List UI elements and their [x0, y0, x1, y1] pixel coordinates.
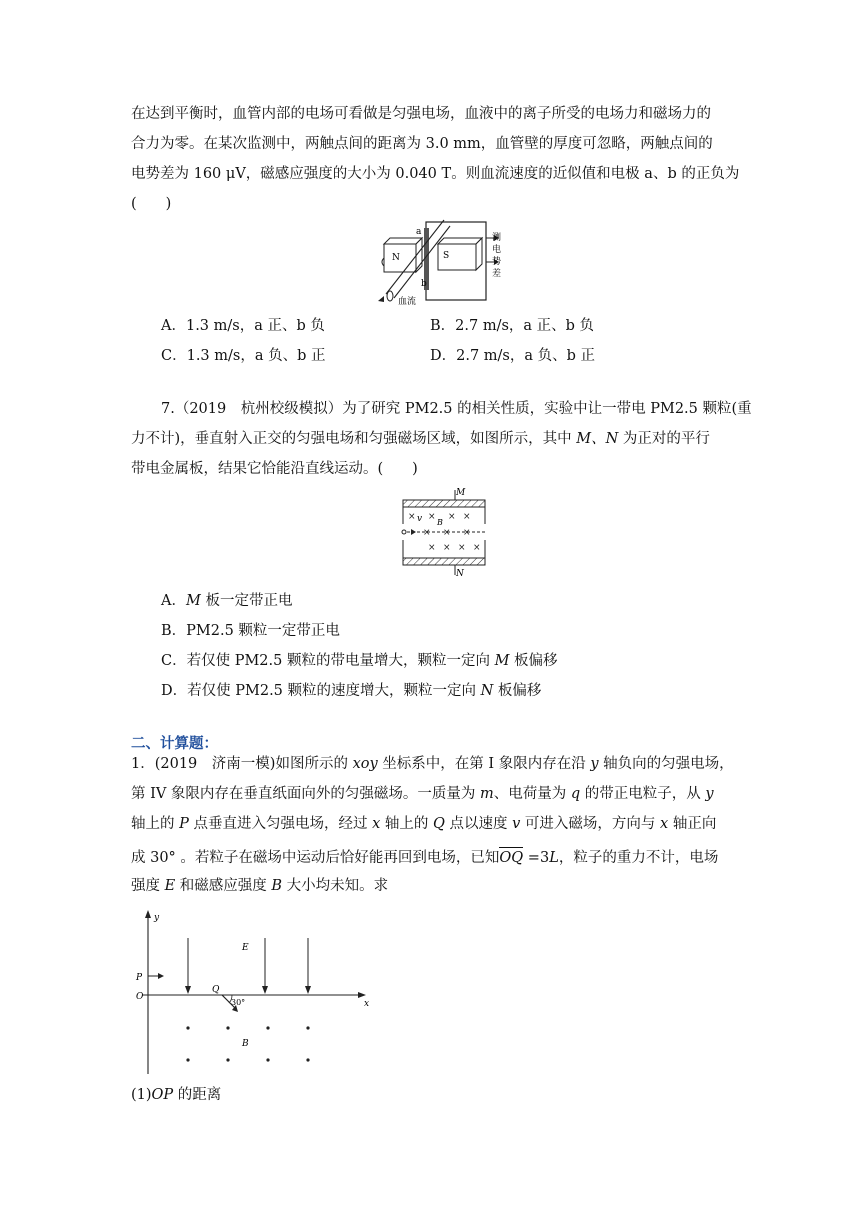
cross-mark: ×: [458, 543, 466, 553]
calc1-subquestion-1: [131, 1085, 221, 1105]
angle-label: 30°: [231, 998, 246, 1007]
calc1-l4-l: L: [549, 850, 559, 866]
calc1-l4-a: 成 30° 。若粒子在磁场中运动后恰好能再回到电场，已知: [131, 850, 500, 866]
point-p-label: P: [136, 973, 143, 983]
pm25-plates-figure: [395, 484, 495, 580]
q7-text-line-1: 7.（2019 杭州校级模拟）为了研究 PM2.5 的相关性质，实验中让一带电 PM2.5 颗粒(重: [161, 401, 752, 417]
measure-label-4: 差: [492, 269, 502, 279]
q6-option-d: D．2.7 m/s，a 负、b 正: [430, 348, 596, 364]
calc1-l3-d: 点以速度: [444, 816, 513, 832]
calc1-sub1-op: OP: [151, 1087, 174, 1103]
calc1-l2-a: 第 IV 象限内存在垂直纸面向外的匀强磁场。一质量为: [131, 786, 481, 802]
q6-option-b: B．2.7 m/s，a 正、b 负: [430, 318, 595, 334]
calc1-l3-v: v: [512, 816, 521, 832]
calc1-l3-f: 轴正向: [668, 816, 717, 832]
calc1-l1-a: 1．(2019 济南一模)如图所示的: [131, 756, 353, 772]
cross-mark: ×: [473, 543, 481, 553]
q7-option-d: [161, 681, 541, 701]
q7-option-a-plate: M: [185, 593, 201, 609]
plate-m-label: M: [456, 488, 466, 498]
calc1-l3-a: 轴上的: [131, 816, 180, 832]
electrode-b-label: b: [421, 279, 427, 289]
calc1-l4-oq: OQ: [499, 846, 523, 868]
calc1-l2-b: 、电荷量为: [493, 786, 571, 802]
q7-text-line-3: 带电金属板，结果它恰能沿直线运动。( ): [131, 461, 418, 477]
origin-o-label: O: [136, 992, 144, 1002]
calc1-line-5: [131, 876, 388, 896]
flowmeter-figure: [378, 218, 508, 308]
blood-flow-label: 血流: [398, 297, 417, 307]
calc1-l2-q: q: [570, 786, 581, 802]
cross-mark: ×: [408, 512, 416, 522]
calc1-l3-b: 点垂直进入匀强电场，经过: [188, 816, 373, 832]
plate-n-label: N: [456, 569, 464, 579]
q6-text-line-3: 电势差为 160 μV，磁感应强度的大小为 0.040 T。则血流速度的近似值和电极 a、b 的正负为: [131, 166, 740, 182]
q7-option-d-prefix: D．若仅使 PM2.5 颗粒的速度增大，颗粒一定向: [161, 683, 481, 699]
measure-label-2: 电: [492, 245, 502, 255]
q6-text-line-4: ( ): [131, 196, 172, 212]
calc1-l5-b: 和磁感应强度: [175, 878, 272, 894]
calc1-l1-b: 坐标系中，在第 I 象限内存在沿: [377, 756, 591, 772]
calc1-l4-b: =3: [523, 850, 550, 866]
coordinate-figure: [128, 908, 378, 1078]
q7-option-c-prefix: C．若仅使 PM2.5 颗粒的带电量增大，颗粒一定向: [161, 653, 495, 669]
q7-plates-mn: M、N: [576, 431, 619, 447]
axis-y-label: y: [154, 913, 160, 923]
calc1-l2-m: m: [480, 786, 494, 802]
calc1-l2-c: 的带正电粒子，从: [580, 786, 706, 802]
q6-option-a: A．1.3 m/s，a 正、b 负: [161, 318, 325, 334]
cross-mark: ×: [463, 528, 471, 538]
calc1-sub1-text: 的距离: [173, 1087, 222, 1103]
q7-option-c-plate: M: [494, 653, 510, 669]
q6-text-line-1: 在达到平衡时，血管内部的电场可看做是匀强电场，血液中的离子所受的电场力和磁场力的: [131, 106, 711, 122]
cross-mark: ×: [448, 512, 456, 522]
field-b-label: B: [242, 1039, 249, 1049]
calc1-l5-c: 大小均未知。求: [282, 878, 389, 894]
measure-label-1: 测: [492, 233, 502, 243]
section-heading: 二、计算题：: [131, 735, 218, 752]
calc1-l3-c: 轴上的: [380, 816, 433, 832]
q7-option-d-text: 板偏移: [493, 683, 542, 699]
calc1-l3-q: Q: [433, 816, 445, 832]
q6-option-c: C．1.3 m/s，a 负、b 正: [161, 348, 326, 364]
cross-mark: ×: [443, 528, 451, 538]
calc1-l3-p: P: [179, 816, 189, 832]
axis-x-label: x: [364, 999, 370, 1009]
calc1-l2-y: y: [705, 786, 714, 802]
cross-mark: ×: [428, 512, 436, 522]
q7-option-a-text: 板一定带正电: [200, 593, 293, 609]
q7-option-c: [161, 651, 558, 671]
cross-mark: ×: [463, 512, 471, 522]
q7-line2-end: 为正对的平行: [618, 431, 710, 447]
calc1-l3-x1: x: [372, 816, 381, 832]
cross-mark: ×: [423, 528, 431, 538]
calc1-l5-e: E: [164, 878, 176, 894]
q7-text-line-2: [131, 429, 710, 449]
q6-text-line-2: 合力为零。在某次监测中，两触点间的距离为 3.0 mm，血管壁的厚度可忽略，两触点间的: [131, 136, 713, 152]
calc1-line-2: [131, 784, 714, 804]
cross-mark: ×: [428, 543, 436, 553]
cross-mark: ×: [443, 543, 451, 553]
calc1-line-3: [131, 814, 716, 834]
point-q-label: Q: [212, 985, 220, 995]
calc1-l4-c: ，粒子的重力不计，电场: [558, 850, 719, 866]
calc1-l3-e: 可进入磁场，方向与: [520, 816, 661, 832]
q7-option-a-prefix: A．: [161, 593, 186, 609]
calc1-l1-c: 轴负向的匀强电场，: [598, 756, 734, 772]
calc1-line-1: [131, 754, 734, 774]
velocity-v-label: v: [417, 514, 423, 524]
calc1-sub1-number: (1): [131, 1087, 152, 1103]
field-b-label: B: [437, 518, 443, 527]
q7-line2-start: 力不计)，垂直射入正交的匀强电场和匀强磁场区域，如图所示，其中: [131, 431, 577, 447]
magnet-s-label: S: [443, 251, 450, 261]
electrode-a-label: a: [416, 227, 422, 237]
calc1-l1-y: y: [590, 756, 599, 772]
measure-label-3: 势: [492, 257, 502, 267]
calc1-line-4: [131, 846, 718, 868]
q7-option-d-plate: N: [480, 683, 494, 699]
q7-option-a: [161, 591, 292, 611]
q7-option-b: B．PM2.5 颗粒一定带正电: [161, 623, 340, 639]
magnet-n-label: N: [392, 253, 400, 263]
q7-option-c-text: 板偏移: [509, 653, 558, 669]
field-e-label: E: [242, 943, 249, 953]
calc1-l5-a: 强度: [131, 878, 165, 894]
calc1-l3-x2: x: [660, 816, 669, 832]
calc1-l1-xoy: xoy: [352, 756, 378, 772]
calc1-l5-bb: B: [271, 878, 283, 894]
